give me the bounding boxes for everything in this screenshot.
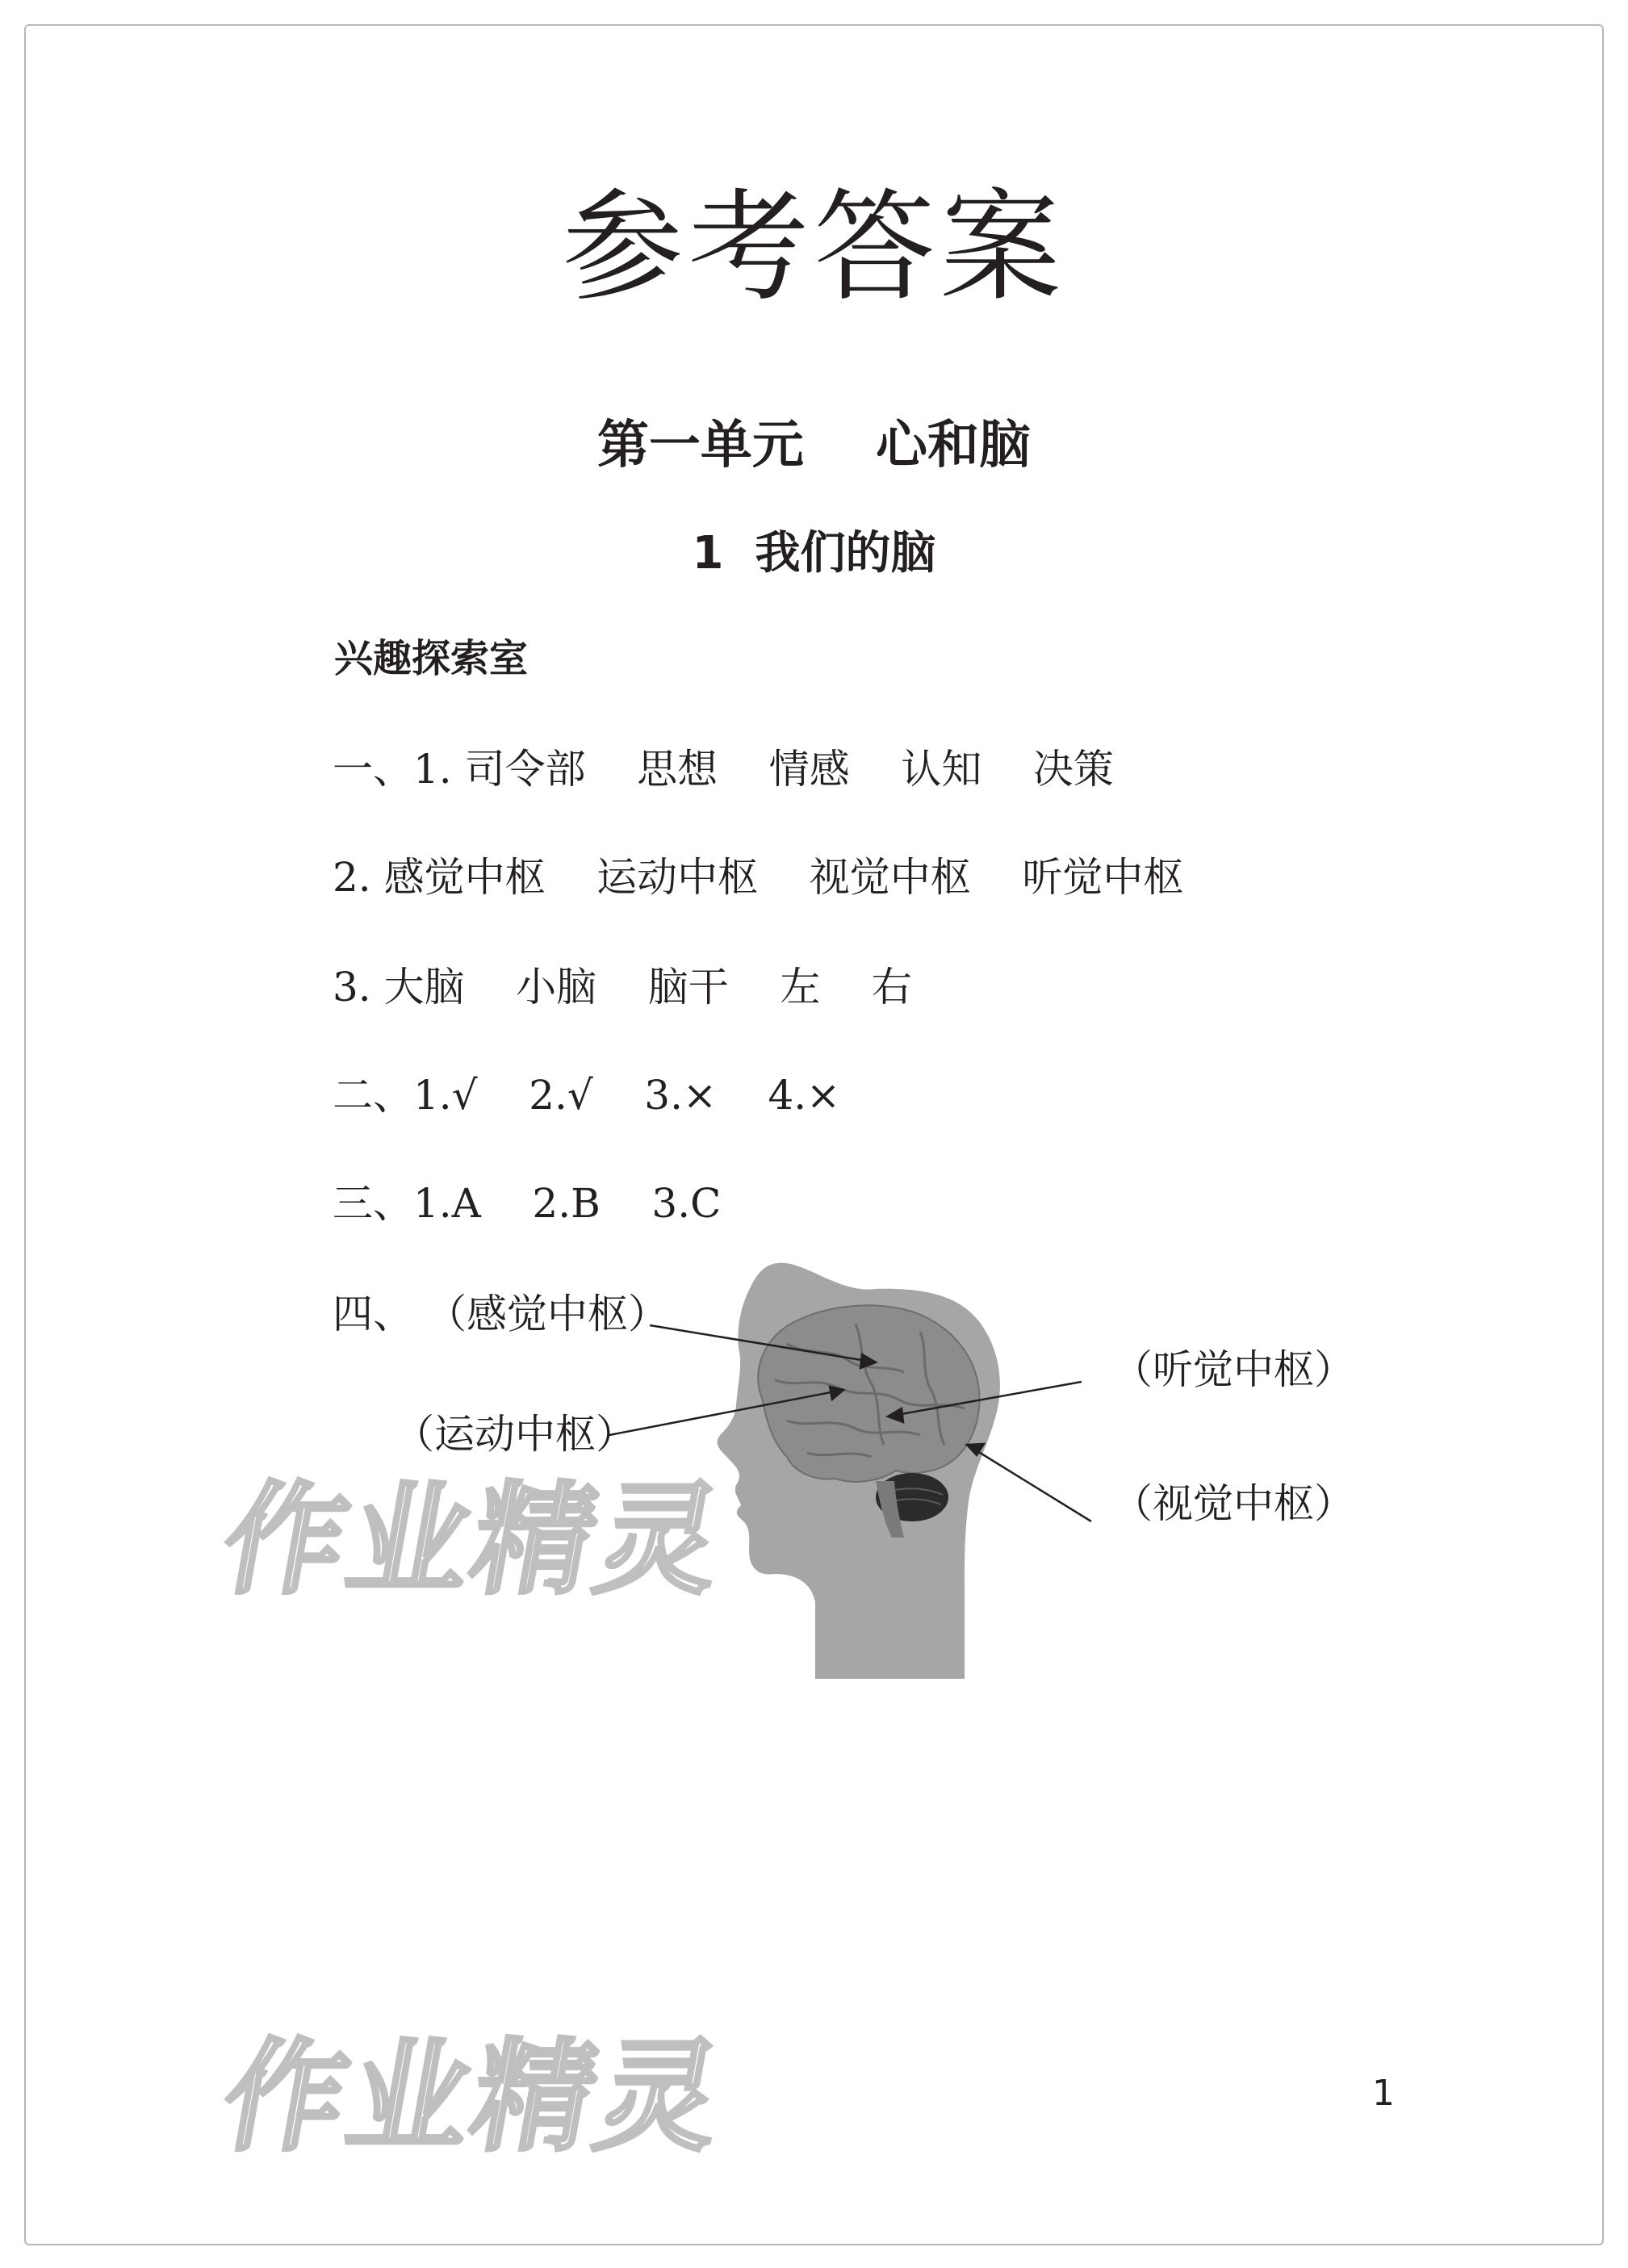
section-title: 兴趣探索室 xyxy=(334,636,529,681)
label-auditory-center: （听觉中枢） xyxy=(1112,1346,1354,1393)
answer-q1-2: 2. 感觉中枢 运动中枢 视觉中枢 听觉中枢 xyxy=(333,854,1184,901)
lesson-title: 1 我们的脑 xyxy=(692,527,936,580)
label-motor-center: （运动中枢） xyxy=(394,1411,636,1458)
answer-q4-prefix: 四、 xyxy=(333,1291,413,1337)
answer-q1-3: 3. 大脑 小脑 脑干 左 右 xyxy=(333,964,912,1011)
unit-title: 第一单元 心和脑 xyxy=(596,415,1032,475)
answer-q2: 二、1.√ 2.√ 3.× 4.× xyxy=(333,1072,841,1119)
label-visual-center: （视觉中枢） xyxy=(1112,1480,1354,1527)
svg-text:作业精灵: 作业精灵 xyxy=(212,2027,735,2168)
page-number: 1 xyxy=(1372,2073,1395,2114)
svg-text:作业精灵: 作业精灵 xyxy=(212,1470,735,1611)
label-sensory-center: （感觉中枢） xyxy=(426,1291,668,1337)
watermark-icon xyxy=(213,1470,735,1611)
watermark-icon xyxy=(213,2027,735,2168)
answer-q3: 三、1.A 2.B 3.C xyxy=(333,1180,722,1227)
page-title: 参考答案 xyxy=(562,178,1066,318)
answer-q1-1: 一、1. 司令部 思想 情感 认知 决策 xyxy=(333,746,1114,793)
